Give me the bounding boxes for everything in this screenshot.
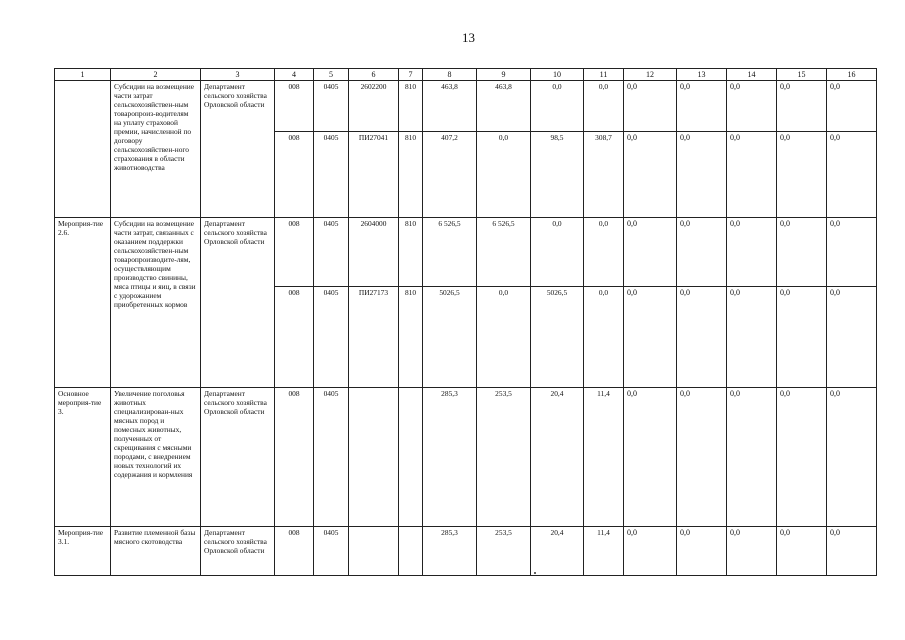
budget-table: [54, 68, 877, 576]
header-cell: 5: [314, 69, 349, 81]
year-value-cell: 0,0: [677, 81, 727, 132]
year-value-cell: 0,0: [677, 527, 727, 576]
year-value-cell: 253,5: [477, 527, 531, 576]
vr-cell: 810: [399, 218, 423, 287]
year-value-cell: 0,0: [827, 132, 877, 218]
header-cell: 10: [531, 69, 584, 81]
year-value-cell: 0,0: [727, 132, 777, 218]
year-value-cell: 98,5: [531, 132, 584, 218]
vr-cell: 810: [399, 132, 423, 218]
csr-cell: [349, 527, 399, 576]
year-value-cell: 0,0: [677, 388, 727, 527]
year-value-cell: 0,0: [777, 287, 827, 388]
year-value-cell: 0,0: [727, 218, 777, 287]
header-cell: 8: [423, 69, 477, 81]
csr-cell: 2602200: [349, 81, 399, 132]
year-value-cell: 0,0: [677, 287, 727, 388]
executor-cell: Департамент сельского хозяйства Орловской области: [201, 527, 275, 576]
year-value-cell: 0,0: [624, 132, 677, 218]
csr-cell: 2604000: [349, 218, 399, 287]
grbs-cell: 008: [275, 527, 314, 576]
total-cell: 5026,5: [423, 287, 477, 388]
year-value-cell: 0,0: [531, 218, 584, 287]
year-value-cell: 20,4: [531, 388, 584, 527]
executor-cell: Департамент сельского хозяйства Орловской области: [201, 388, 275, 527]
activity-name-cell: Увеличение поголовья животных специализирован-ных мясных пород и помесных животных, полученных от скрещивания с мясными породами, с внедрением новых технологий их содержания и кормления: [111, 388, 201, 527]
header-cell: 11: [584, 69, 624, 81]
vr-cell: 810: [399, 287, 423, 388]
status-cell: [55, 81, 111, 218]
year-value-cell: 0,0: [827, 388, 877, 527]
year-value-cell: 0,0: [477, 132, 531, 218]
page-number: 13: [462, 30, 475, 45]
table-row: [55, 527, 877, 576]
rzpr-cell: 0405: [314, 132, 349, 218]
status-cell: Мероприя-тие 3.1.: [55, 527, 111, 576]
year-value-cell: 0,0: [777, 218, 827, 287]
grbs-cell: 008: [275, 388, 314, 527]
grbs-cell: 008: [275, 132, 314, 218]
status-cell: Мероприя-тие 2.6.: [55, 218, 111, 388]
rzpr-cell: 0405: [314, 218, 349, 287]
year-value-cell: 11,4: [584, 527, 624, 576]
year-value-cell: 0,0: [677, 132, 727, 218]
year-value-cell: 20,4: [531, 527, 584, 576]
csr-cell: ПИ27173: [349, 287, 399, 388]
status-cell: Основное мероприя-тие 3.: [55, 388, 111, 527]
year-value-cell: 11,4: [584, 388, 624, 527]
total-cell: 463,8: [423, 81, 477, 132]
header-cell: 2: [111, 69, 201, 81]
year-value-cell: 308,7: [584, 132, 624, 218]
year-value-cell: 0,0: [624, 388, 677, 527]
header-cell: 16: [827, 69, 877, 81]
year-value-cell: 6 526,5: [477, 218, 531, 287]
header-cell: 1: [55, 69, 111, 81]
executor-cell: Департамент сельского хозяйства Орловской области: [201, 218, 275, 388]
scan-speck: [534, 572, 536, 574]
year-value-cell: 0,0: [531, 81, 584, 132]
year-value-cell: 0,0: [584, 81, 624, 132]
rzpr-cell: 0405: [314, 287, 349, 388]
year-value-cell: 0,0: [584, 218, 624, 287]
year-value-cell: 0,0: [777, 81, 827, 132]
table-row: [55, 388, 877, 527]
year-value-cell: 5026,5: [531, 287, 584, 388]
csr-cell: [349, 388, 399, 527]
grbs-cell: 008: [275, 81, 314, 132]
total-cell: 6 526,5: [423, 218, 477, 287]
year-value-cell: 0,0: [624, 218, 677, 287]
year-value-cell: 463,8: [477, 81, 531, 132]
total-cell: 285,3: [423, 388, 477, 527]
year-value-cell: 0,0: [827, 81, 877, 132]
header-cell: 6: [349, 69, 399, 81]
year-value-cell: 0,0: [827, 287, 877, 388]
total-cell: 285,3: [423, 527, 477, 576]
csr-cell: ПИ27041: [349, 132, 399, 218]
header-cell: 14: [727, 69, 777, 81]
header-cell: 12: [624, 69, 677, 81]
grbs-cell: 008: [275, 287, 314, 388]
year-value-cell: 0,0: [777, 527, 827, 576]
header-cell: 7: [399, 69, 423, 81]
table-row: [55, 218, 877, 287]
vr-cell: 810: [399, 81, 423, 132]
grbs-cell: 008: [275, 218, 314, 287]
rzpr-cell: 0405: [314, 81, 349, 132]
year-value-cell: 0,0: [777, 388, 827, 527]
year-value-cell: 0,0: [624, 287, 677, 388]
header-cell: 15: [777, 69, 827, 81]
year-value-cell: 0,0: [624, 527, 677, 576]
vr-cell: [399, 527, 423, 576]
year-value-cell: 0,0: [677, 218, 727, 287]
year-value-cell: 0,0: [584, 287, 624, 388]
year-value-cell: 253,5: [477, 388, 531, 527]
activity-name-cell: Субсидии на возмещение части затрат сельскохозяйствен-ным товаропроиз-водителям на уплату страховой премии, начисленной по договору сельскохозяйствен-ного страхования в области животноводства: [111, 81, 201, 218]
header-cell: 9: [477, 69, 531, 81]
activity-name-cell: Развитие племенной базы мясного скотоводства: [111, 527, 201, 576]
year-value-cell: 0,0: [727, 388, 777, 527]
total-cell: 407,2: [423, 132, 477, 218]
year-value-cell: 0,0: [777, 132, 827, 218]
header-cell: 4: [275, 69, 314, 81]
year-value-cell: 0,0: [727, 287, 777, 388]
header-row: [55, 69, 877, 81]
executor-cell: Департамент сельского хозяйства Орловской области: [201, 81, 275, 218]
rzpr-cell: 0405: [314, 388, 349, 527]
year-value-cell: 0,0: [477, 287, 531, 388]
table-row: [55, 81, 877, 132]
activity-name-cell: Субсидии на возмещение части затрат, связанных с оказанием поддержки сельскохозяйствен-ным товаропроизводите-лям, осуществляющим производство свинины, мяса птицы и яиц, в связи с удорожанием приобретенных кормов: [111, 218, 201, 388]
year-value-cell: 0,0: [727, 527, 777, 576]
year-value-cell: 0,0: [827, 527, 877, 576]
vr-cell: [399, 388, 423, 527]
year-value-cell: 0,0: [624, 81, 677, 132]
rzpr-cell: 0405: [314, 527, 349, 576]
year-value-cell: 0,0: [727, 81, 777, 132]
header-cell: 13: [677, 69, 727, 81]
year-value-cell: 0,0: [827, 218, 877, 287]
header-cell: 3: [201, 69, 275, 81]
